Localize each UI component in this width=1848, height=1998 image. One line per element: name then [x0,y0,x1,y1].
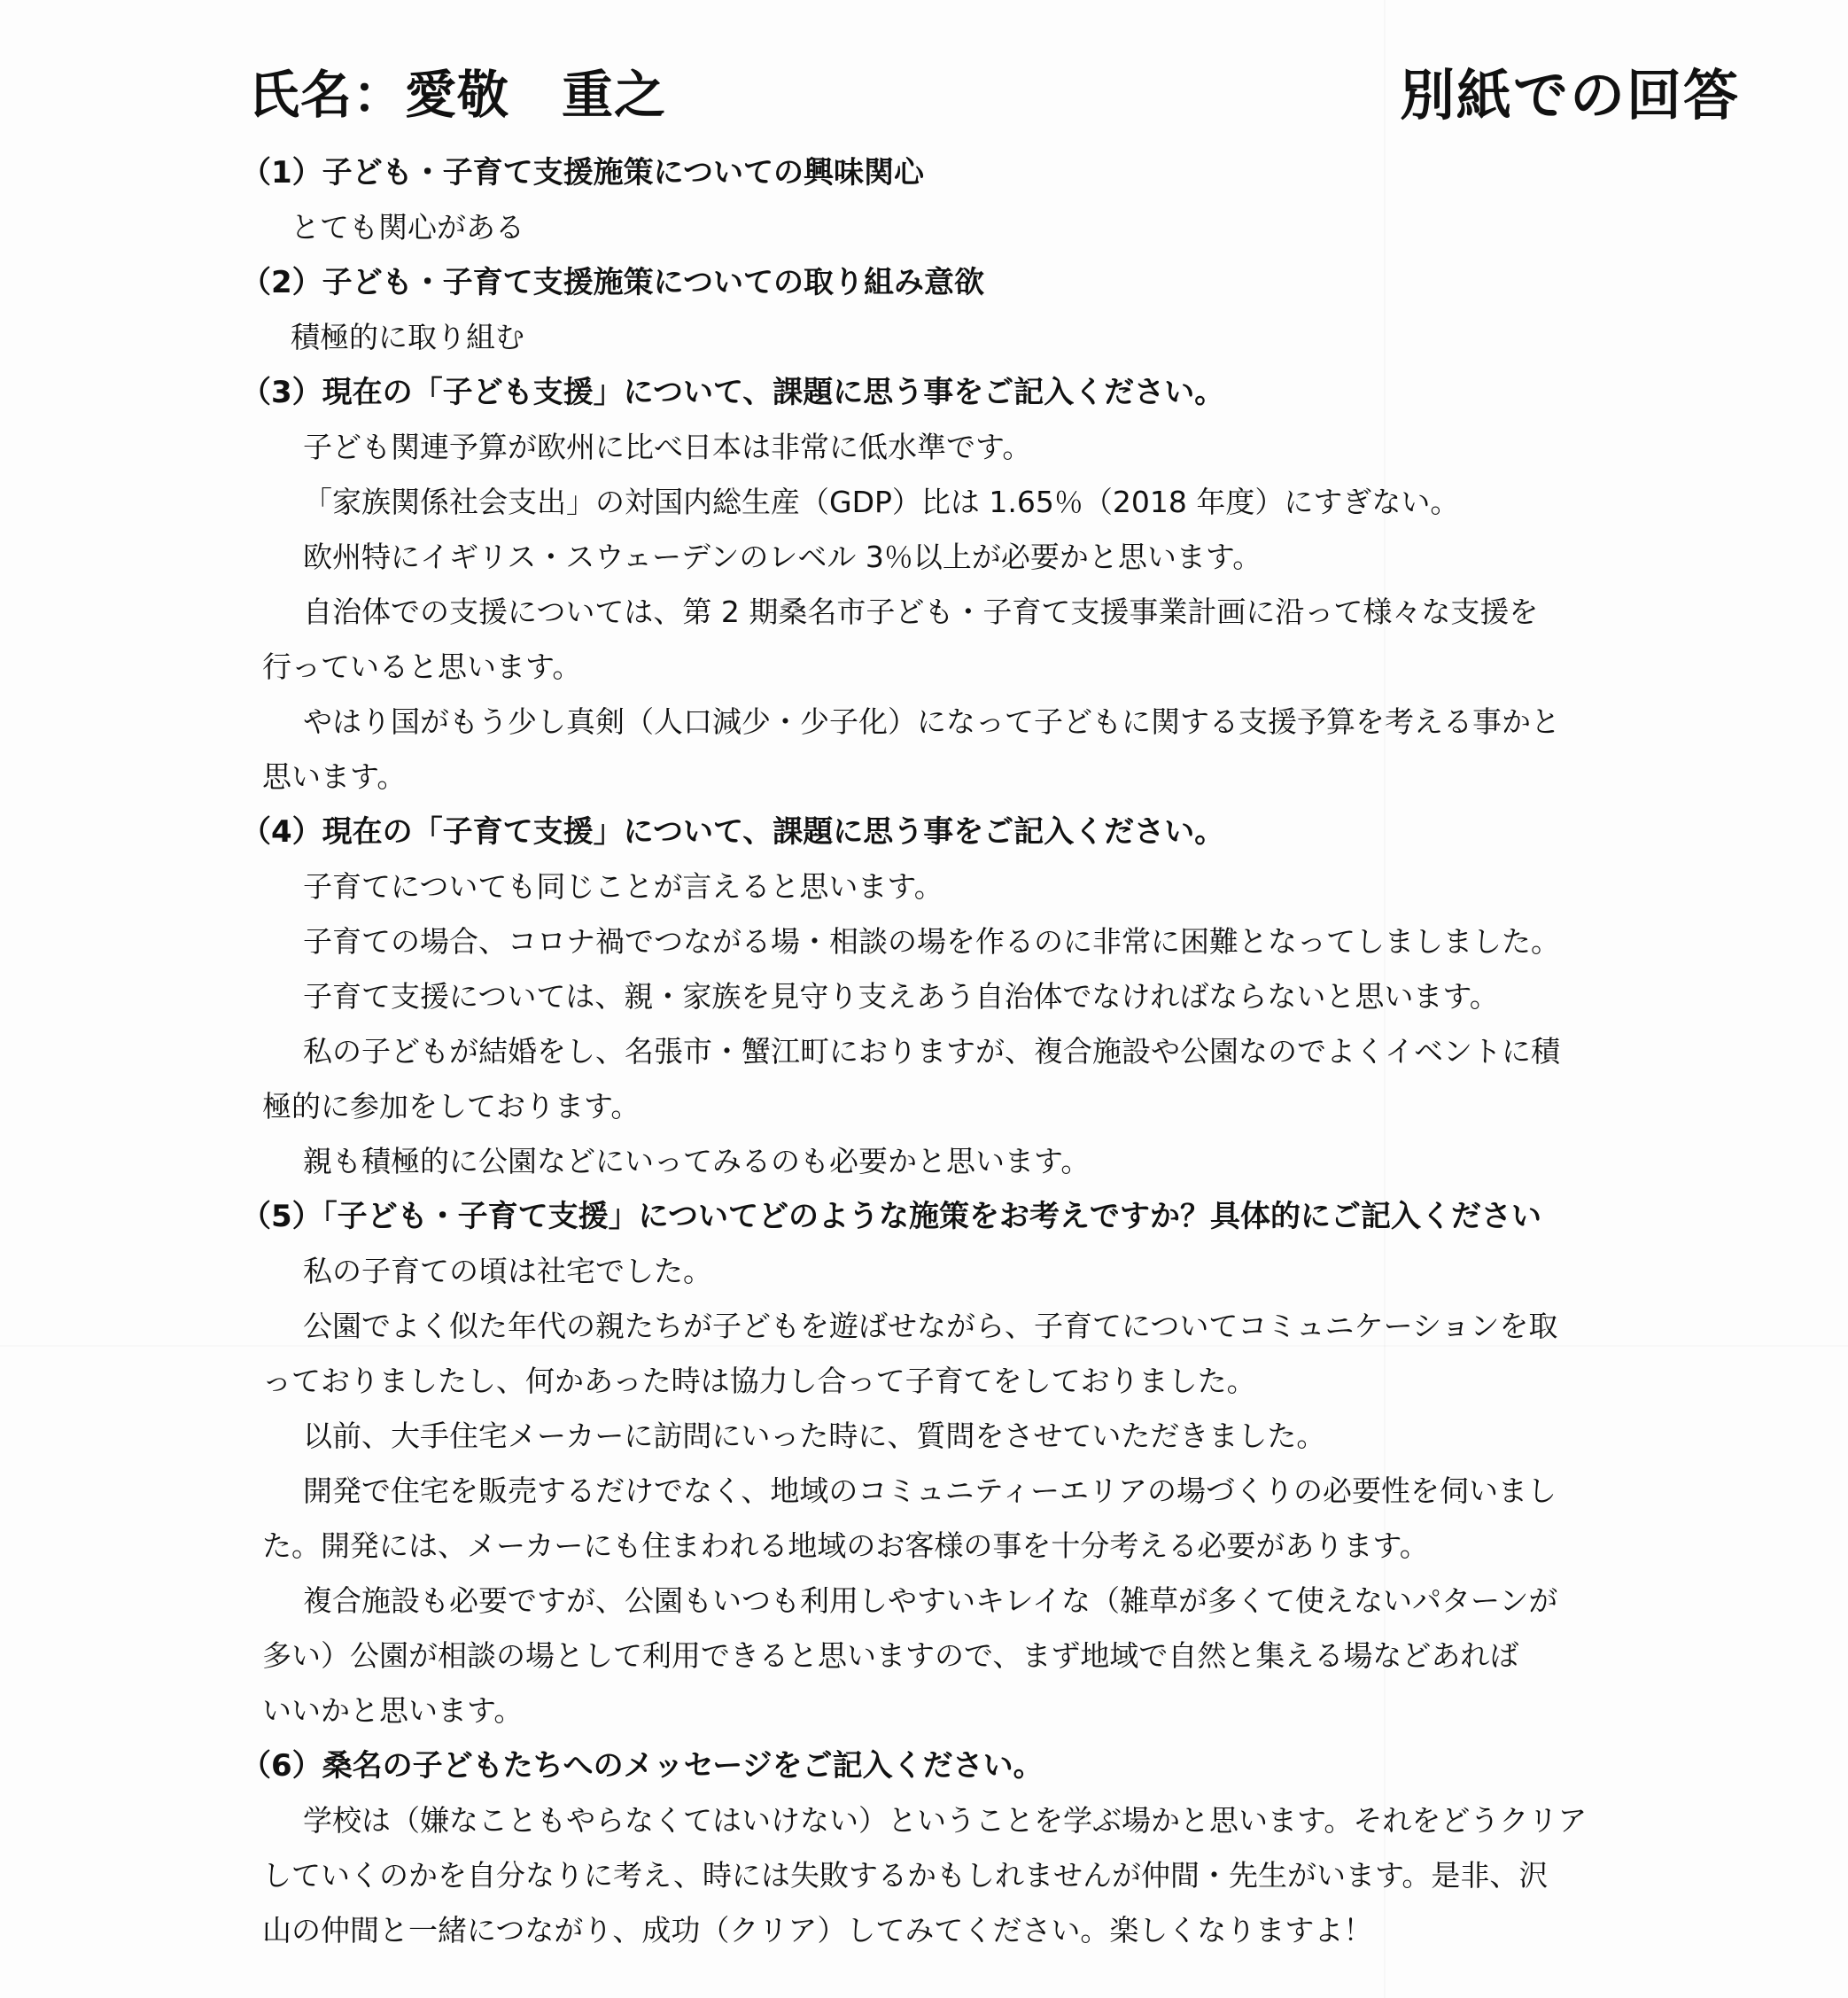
answer-5-paragraph [241,1464,1625,1574]
answer-5-paragraph [241,1244,1625,1299]
section-5 [241,1189,1641,1738]
question-5: （5）「子ども・子育て支援」についてどのような施策をお考えですか？具体的にご記入ください [241,1199,1541,1234]
answer-line-continued: っておりましたし、何かあった時は協力し合って子育てをしておりました。 [262,1364,1256,1398]
answer-line: 学校は（嫌なこともやらなくてはいけない）ということを学ぶ場かと思います。それをどうクリア [303,1803,1588,1838]
answer-3-paragraph [241,475,1625,530]
answer-line: 子育ての場合、コロナ禍でつながる場・相談の場を作るのに非常に困難となってしましました。 [303,924,1560,959]
answer-line-continued: 行っていると思います。 [262,649,582,684]
answer-line: 複合施設も必要ですが、公園もいつも利用しやすいキレイな（雑草が多くて使えないパターンが [303,1583,1558,1618]
answer-line: 私の子どもが結婚をし、名張市・蟹江町におりますが、複合施設や公園なのでよくイベントに積 [303,1034,1560,1069]
section-1 [241,145,1641,255]
answer-line-continued: 多い）公園が相談の場として利用できると思いますので、まず地域で自然と集える場などあれば [262,1638,1519,1673]
answer-line: 私の子育ての頃は社宅でした。 [303,1254,712,1288]
answer-1: とても関心がある [291,210,524,245]
answer-line: 「家族関係社会支出」の対国内総生産（GDP）比は 1.65％（2018 年度）にすぎない。 [303,485,1460,519]
question-3: （3）現在の「子ども支援」について、課題に思う事をご記入ください。 [241,375,1225,410]
answer-line: 子育てについても同じことが言えると思います。 [303,869,943,904]
respondent-name: 氏名：愛敬 重之 [248,65,667,125]
answer-line: やはり国がもう少し真剣（人口減少・少子化）になって子どもに関する支援予算を考える事かと [303,704,1560,739]
question-1: （1）子ども・子育て支援施策についての興味関心 [241,155,924,190]
question-6: （6）桑名の子どもたちへのメッセージをご記入ください。 [241,1748,1044,1784]
separate-sheet-label: 別紙での回答 [1400,63,1741,128]
question-2: （2）子ども・子育て支援施策についての取り組み意欲 [241,265,984,300]
answer-line: 親も積極的に公園などにいってみるのも必要かと思います。 [303,1144,1091,1178]
answer-2: 積極的に取り組む [291,320,524,354]
answer-line: 欧州特にイギリス・スウェーデンのレベル 3％以上が必要かと思います。 [303,540,1262,574]
answer-4-paragraph [241,1024,1625,1134]
answer-line-continued: いいかと思います。 [262,1693,524,1728]
questionnaire-content [241,145,1641,1958]
question-4: （4）現在の「子育て支援」について、課題に思う事をご記入ください。 [241,814,1225,850]
section-3 [241,365,1641,805]
answer-4-paragraph [241,859,1625,914]
section-6 [241,1738,1641,1958]
answer-line: 開発で住宅を販売するだけでなく、地域のコミュニティーエリアの場づくりの必要性を伺いまし [303,1473,1557,1508]
answer-line: 以前、大手住宅メーカーに訪問にいった時に、質問をさせていただきました。 [303,1419,1326,1453]
answer-line: 公園でよく似た年代の親たちが子どもを遊ばせながら、子育てについてコミュニケーションを取 [303,1309,1558,1343]
answer-line-continued: 思います。 [262,759,407,794]
answer-5-paragraph [241,1409,1625,1464]
answer-3-paragraph [241,530,1625,585]
answer-line-continued: た。開発には、メーカーにも住まわれる地域のお客様の事を十分考える必要があります。 [262,1528,1429,1563]
answer-line: 子育て支援については、親・家族を見守り支えあう自治体でなければならないと思います。 [303,979,1499,1014]
answer-line-continued: 山の仲間と一緒につながり、成功（クリア）してみてください。楽しくなりますよ！ [262,1913,1373,1947]
answer-5-paragraph [241,1299,1625,1409]
answer-line: 自治体での支援については、第 2 期桑名市子ども・子育て支援事業計画に沿って様々な支援を [303,595,1539,629]
answer-6-paragraph [241,1793,1625,1958]
answer-3-paragraph [241,420,1625,475]
answer-line-continued: 極的に参加をしております。 [262,1089,641,1123]
answer-5-paragraph [241,1574,1625,1738]
section-4 [241,805,1641,1189]
answer-line-continued: していくのかを自分なりに考え、時には失敗するかもしれませんが仲間・先生がいます。是非、沢 [262,1858,1549,1893]
answer-4-paragraph [241,969,1625,1024]
section-2 [241,255,1641,365]
answer-3-paragraph [241,695,1625,805]
answer-line: 子ども関連予算が欧州に比べ日本は非常に低水準です。 [303,430,1032,464]
answer-3-paragraph [241,585,1625,695]
answer-4-paragraph [241,914,1625,969]
answer-4-paragraph [241,1134,1625,1189]
